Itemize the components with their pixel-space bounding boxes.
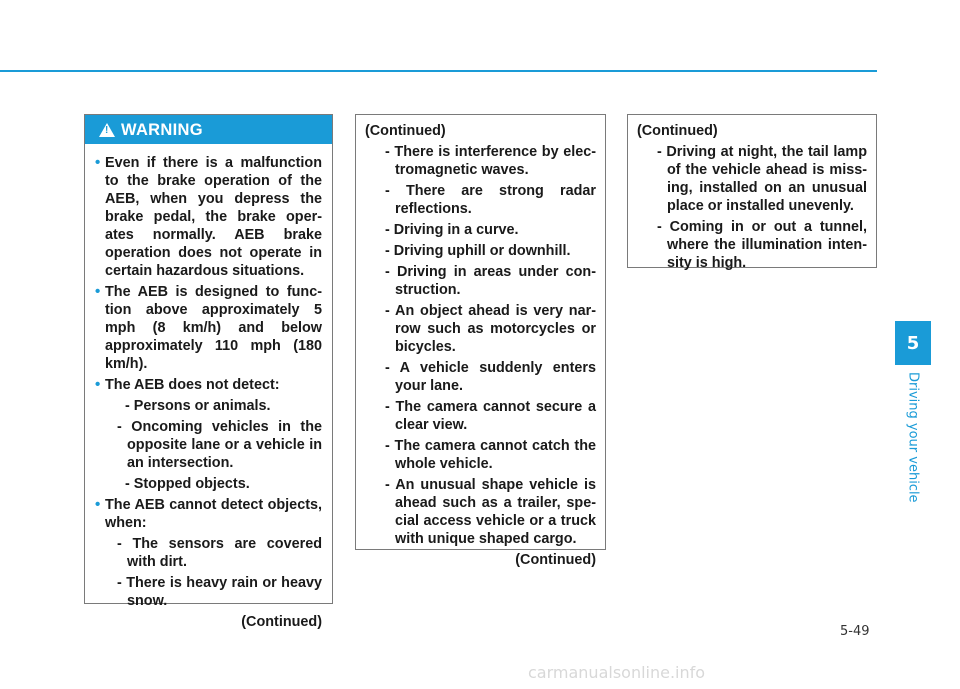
warning-bullet: • The AEB cannot detect objects, when: bbox=[105, 496, 322, 532]
chapter-tab: 5 bbox=[895, 321, 931, 365]
list-item: - Coming in or out a tunnel, where the illumination inten-sity is high. bbox=[657, 219, 867, 271]
list-item: - Persons or animals. bbox=[125, 398, 271, 414]
list-item: - Driving at night, the tail lamp of the vehicle ahead is miss-ing, installed on an unusual place or installed unevenly. bbox=[657, 144, 867, 214]
list-item: - There is interference by elec-tromagnetic waves. bbox=[385, 144, 596, 178]
list-item: - Driving uphill or downhill. bbox=[385, 243, 571, 259]
list-item: - The sensors are covered with dirt. bbox=[117, 536, 322, 570]
continued-header: (Continued) bbox=[365, 123, 446, 139]
list-item: - There is heavy rain or heavy snow. bbox=[117, 575, 322, 609]
warning-title: WARNING bbox=[121, 120, 203, 139]
warning-header bbox=[85, 115, 332, 144]
continued-header: (Continued) bbox=[637, 123, 718, 139]
header-rule bbox=[0, 70, 877, 72]
list-item: - Oncoming vehicles in the opposite lane or a vehicle in an intersection. bbox=[117, 419, 322, 471]
list-item: - An unusual shape vehicle is ahead such as a trailer, spe-cial access vehicle or a truck with unique shaped cargo. bbox=[385, 477, 596, 547]
list-item: - Stopped objects. bbox=[125, 476, 250, 492]
watermark: carmanualsonline.info bbox=[528, 663, 706, 682]
list-item: - There are strong radar reflections. bbox=[385, 183, 596, 217]
chapter-title: Driving your vehicle bbox=[905, 372, 921, 503]
list-item: - Driving in areas under con-struction. bbox=[385, 264, 596, 298]
continued-box-3 bbox=[627, 114, 877, 271]
warning-icon bbox=[99, 123, 115, 137]
list-item: - The camera cannot catch the whole vehicle. bbox=[385, 438, 596, 472]
continued-label: (Continued) bbox=[241, 614, 322, 630]
list-item: - A vehicle suddenly enters your lane. bbox=[385, 360, 596, 394]
warning-bullet: • The AEB is designed to func-tion above approximately 5 mph (8 km/h) and below approximately 110 mph (180 km/h). bbox=[105, 283, 322, 373]
warning-box bbox=[84, 114, 333, 630]
continued-label: (Continued) bbox=[515, 552, 596, 568]
list-item: - An object ahead is very nar-row such as motorcycles or bicycles. bbox=[385, 303, 596, 355]
page-number: 5-49 bbox=[840, 624, 870, 639]
list-item: - The camera cannot secure a clear view. bbox=[385, 399, 596, 433]
continued-box-2 bbox=[355, 114, 606, 568]
warning-bullet: • Even if there is a malfunction to the brake operation of the AEB, when you depress the brake pedal, the brake oper-ates normally. AEB brake operation does not operate in certain hazardous situations. bbox=[105, 154, 322, 280]
list-item: - Driving in a curve. bbox=[385, 222, 519, 238]
warning-bullet: • The AEB does not detect: bbox=[105, 376, 322, 394]
